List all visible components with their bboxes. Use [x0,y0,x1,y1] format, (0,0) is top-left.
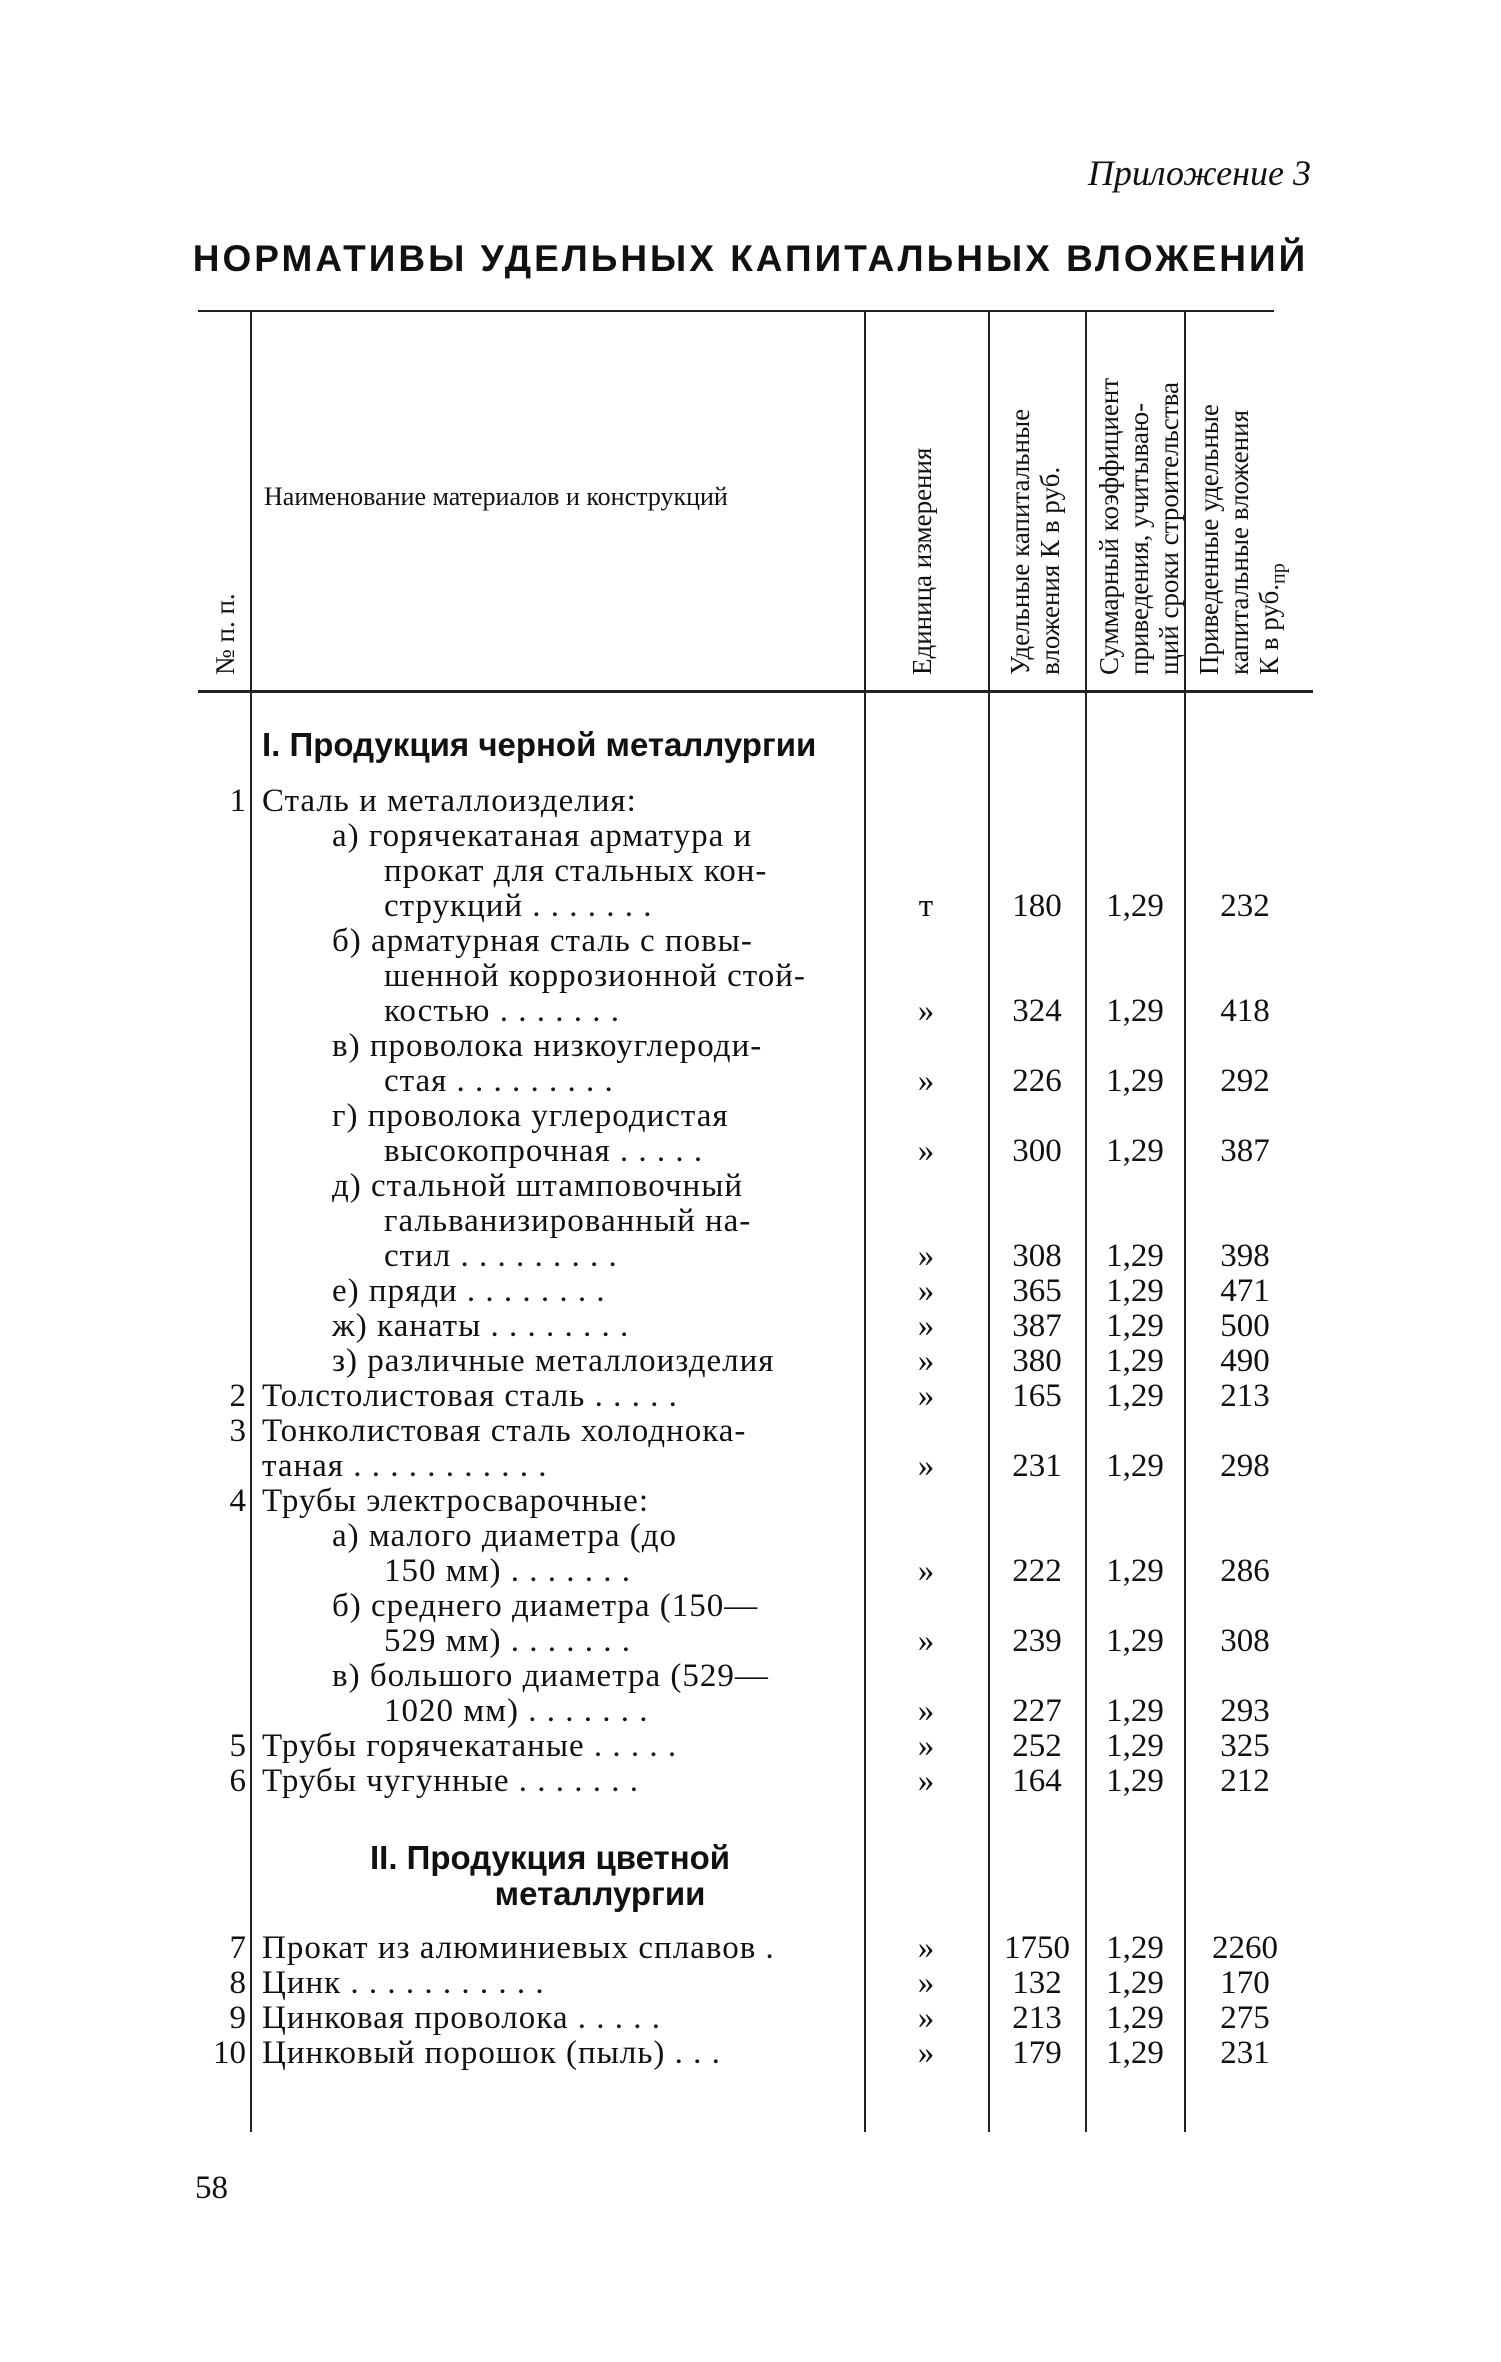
row-name: в) большого диаметра (529— [332,1658,769,1694]
row-kpr-value: 500 [1220,1308,1270,1344]
row-k-value: 252 [1012,1728,1062,1764]
row-name: высокопрочная . . . . . [384,1133,704,1169]
row-number: 7 [229,1930,246,1966]
row-name: а) малого диаметра (до [332,1518,678,1554]
row-unit: » [917,2035,935,2071]
row-coefficient: 1,29 [1106,1693,1164,1729]
row-unit: » [917,1063,935,1099]
header-k [1005,409,1065,675]
row-coefficient: 1,29 [1106,1133,1164,1169]
row-kpr-value: 170 [1220,1965,1270,2001]
row-name: таная . . . . . . . . . . . [262,1448,548,1484]
row-k-value: 308 [1012,1238,1062,1274]
row-coefficient: 1,29 [1106,993,1164,1029]
section-heading-nonferrous-line2: металлургии [494,1875,706,1912]
row-k-value: 165 [1012,1378,1062,1414]
header-unit: Единица измерения [907,447,937,675]
row-kpr-value: 232 [1220,888,1270,924]
row-unit: » [917,993,935,1029]
row-unit: » [917,1238,935,1274]
row-number: 8 [229,1965,246,2001]
header-bottom-rule [198,690,1313,693]
header-num: № п. п. [210,593,240,675]
row-unit: » [917,1553,935,1589]
row-name: д) стальной штамповочный [332,1168,744,1204]
row-number: 10 [213,2035,246,2071]
row-unit: » [917,1378,935,1414]
row-k-value: 365 [1012,1273,1062,1309]
row-name: е) пряди . . . . . . . . [332,1273,606,1309]
row-name: Прокат из алюминиевых сплавов . [262,1930,775,1966]
row-kpr-value: 2260 [1212,1930,1278,1966]
row-number: 1 [229,783,246,819]
col-divider-unit [988,312,990,2132]
row-coefficient: 1,29 [1106,1553,1164,1589]
section-heading-ferrous: I. Продукция черной металлургии [262,726,817,763]
row-unit: » [917,1308,935,1344]
row-k-value: 179 [1012,2035,1062,2071]
row-name: Трубы чугунные . . . . . . . [262,1763,640,1799]
row-kpr-value: 298 [1220,1448,1270,1484]
row-unit: » [917,1763,935,1799]
row-number: 3 [229,1413,246,1449]
row-name: гальванизированный на- [384,1203,752,1239]
header-coef-line3: щий сроки строительства [1154,381,1184,675]
row-coefficient: 1,29 [1106,1763,1164,1799]
row-k-value: 239 [1012,1623,1062,1659]
header-name: Наименование материалов и конструкций [264,482,728,511]
col-divider-num [250,312,252,2132]
col-divider-coef [1184,312,1186,2132]
row-name: в) проволока низкоуглероди- [332,1028,763,1064]
row-unit: » [917,1448,935,1484]
row-number: 9 [229,2000,246,2036]
header-coef-line2: приведения, учитываю- [1124,402,1154,675]
row-coefficient: 1,29 [1106,1238,1164,1274]
row-name: а) горячекатаная арматура и [332,818,753,854]
row-name: Цинковый порошок (пыль) . . . [262,2035,721,2071]
table-top-rule [198,310,1274,312]
row-kpr-value: 387 [1220,1133,1270,1169]
row-unit: » [917,1623,935,1659]
row-name: Трубы горячекатаные . . . . . [262,1728,678,1764]
row-number: 4 [229,1483,246,1519]
header-kpr-line2: капитальные вложения [1224,410,1254,675]
row-name: Трубы электросварочные: [262,1483,649,1519]
row-name: 1020 мм) . . . . . . . [384,1693,649,1729]
row-kpr-value: 231 [1220,2035,1270,2071]
row-k-value: 180 [1012,888,1062,924]
row-coefficient: 1,29 [1106,1728,1164,1764]
row-name: Цинковая проволока . . . . . [262,2000,661,2036]
row-kpr-value: 490 [1220,1343,1270,1379]
row-number: 2 [229,1378,246,1414]
row-name: костью . . . . . . . [384,993,620,1029]
row-coefficient: 1,29 [1106,1063,1164,1099]
row-name: стил . . . . . . . . . [384,1238,618,1274]
header-kpr-line3 [1254,404,1293,675]
row-k-value: 213 [1012,2000,1062,2036]
row-name: Тонколистовая сталь холоднока- [262,1413,747,1449]
row-k-value: 1750 [1004,1930,1070,1966]
row-name: б) арматурная сталь с повы- [332,923,753,959]
row-name: з) различные металлоизделия [332,1343,775,1379]
row-kpr-value: 293 [1220,1693,1270,1729]
row-coefficient: 1,29 [1106,1448,1164,1484]
col-divider-name [864,312,866,2132]
row-k-value: 226 [1012,1063,1062,1099]
row-k-value: 132 [1012,1965,1062,2001]
row-kpr-value: 292 [1220,1063,1270,1099]
row-number: 6 [229,1763,246,1799]
row-kpr-value: 308 [1220,1623,1270,1659]
row-coefficient: 1,29 [1106,888,1164,924]
row-name: Сталь и металлоизделия: [262,783,637,819]
page-title: НОРМАТИВЫ УДЕЛЬНЫХ КАПИТАЛЬНЫХ ВЛОЖЕНИЙ [192,238,1309,279]
row-coefficient: 1,29 [1106,1623,1164,1659]
row-unit: т [918,888,934,924]
row-name: 150 мм) . . . . . . . [384,1553,632,1589]
row-unit: » [917,1965,935,2001]
row-k-value: 324 [1012,993,1062,1029]
row-name: стая . . . . . . . . . [384,1063,614,1099]
row-unit: » [917,1930,935,1966]
row-coefficient: 1,29 [1106,2035,1164,2071]
row-coefficient: 1,29 [1106,1343,1164,1379]
row-coefficient: 1,29 [1106,1378,1164,1414]
row-kpr-value: 212 [1220,1763,1270,1799]
row-kpr-value: 286 [1220,1553,1270,1589]
header-k-line1: Удельные капитальные [1005,408,1035,675]
row-name: шенной коррозионной стой- [384,958,806,994]
row-kpr-value: 471 [1220,1273,1270,1309]
header-k-line2: вложения К в руб. [1035,466,1065,675]
row-name: струкций . . . . . . . [384,888,653,924]
row-unit: » [917,2000,935,2036]
col-divider-k [1085,312,1087,2132]
row-k-value: 387 [1012,1308,1062,1344]
section-heading-nonferrous [370,1840,730,1912]
appendix-label: Приложение 3 [1087,153,1311,193]
row-kpr-value: 275 [1220,2000,1270,2036]
header-coef-line1: Суммарный коэффициент [1094,377,1124,675]
row-unit: » [917,1343,935,1379]
row-k-value: 231 [1012,1448,1062,1484]
row-coefficient: 1,29 [1106,1930,1164,1966]
row-kpr-value: 325 [1220,1728,1270,1764]
row-unit: » [917,1728,935,1764]
row-k-value: 222 [1012,1553,1062,1589]
header-coef [1094,378,1184,675]
row-k-value: 380 [1012,1343,1062,1379]
row-kpr-value: 398 [1220,1238,1270,1274]
row-k-value: 227 [1012,1693,1062,1729]
row-kpr-value: 418 [1220,993,1270,1029]
header-kpr-subscript: пр [1267,563,1290,584]
row-name: б) среднего диаметра (150— [332,1588,759,1624]
row-coefficient: 1,29 [1106,1273,1164,1309]
row-name: ж) канаты . . . . . . . . [332,1308,630,1344]
row-unit: » [917,1273,935,1309]
row-name: 529 мм) . . . . . . . [384,1623,632,1659]
row-name: г) проволока углеродистая [332,1098,729,1134]
row-number: 5 [229,1728,246,1764]
row-unit: » [917,1693,935,1729]
page-number: 58 [195,2170,228,2206]
row-kpr-value: 213 [1220,1378,1270,1414]
row-coefficient: 1,29 [1106,2000,1164,2036]
header-kpr-line3-text: К в руб. [1254,583,1284,675]
row-coefficient: 1,29 [1106,1965,1164,2001]
header-kpr-line1: Приведенные удельные [1194,403,1224,675]
row-name: Цинк . . . . . . . . . . . [262,1965,545,2001]
row-coefficient: 1,29 [1106,1308,1164,1344]
row-k-value: 164 [1012,1763,1062,1799]
section-heading-nonferrous-line1: II. Продукция цветной [370,1839,731,1876]
row-unit: » [917,1133,935,1169]
row-k-value: 300 [1012,1133,1062,1169]
header-kpr [1194,404,1293,675]
row-name: прокат для стальных кон- [384,853,768,889]
row-name: Толстолистовая сталь . . . . . [262,1378,678,1414]
